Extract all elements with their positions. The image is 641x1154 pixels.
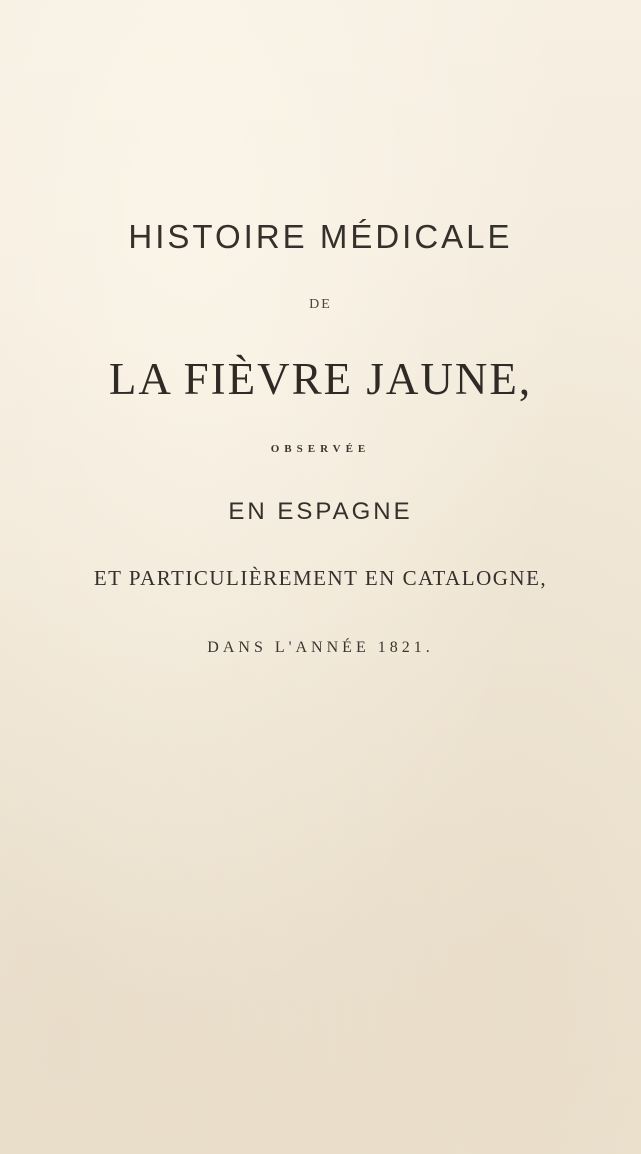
subtitle-observee: OBSERVÉE [270,443,371,455]
subtitle-catalogne: ET PARTICULIÈREMENT EN CATALOGNE, [93,566,548,590]
title-de: DE [309,297,332,312]
subtitle-annee: DANS L'ANNÉE 1821. [207,639,434,656]
title-fievre-jaune: LA FIÈVRE JAUNE, [108,354,533,404]
subtitle-en-espagne: EN ESPAGNE [228,498,413,525]
title-histoire-medicale: HISTOIRE MÉDICALE [128,218,513,255]
